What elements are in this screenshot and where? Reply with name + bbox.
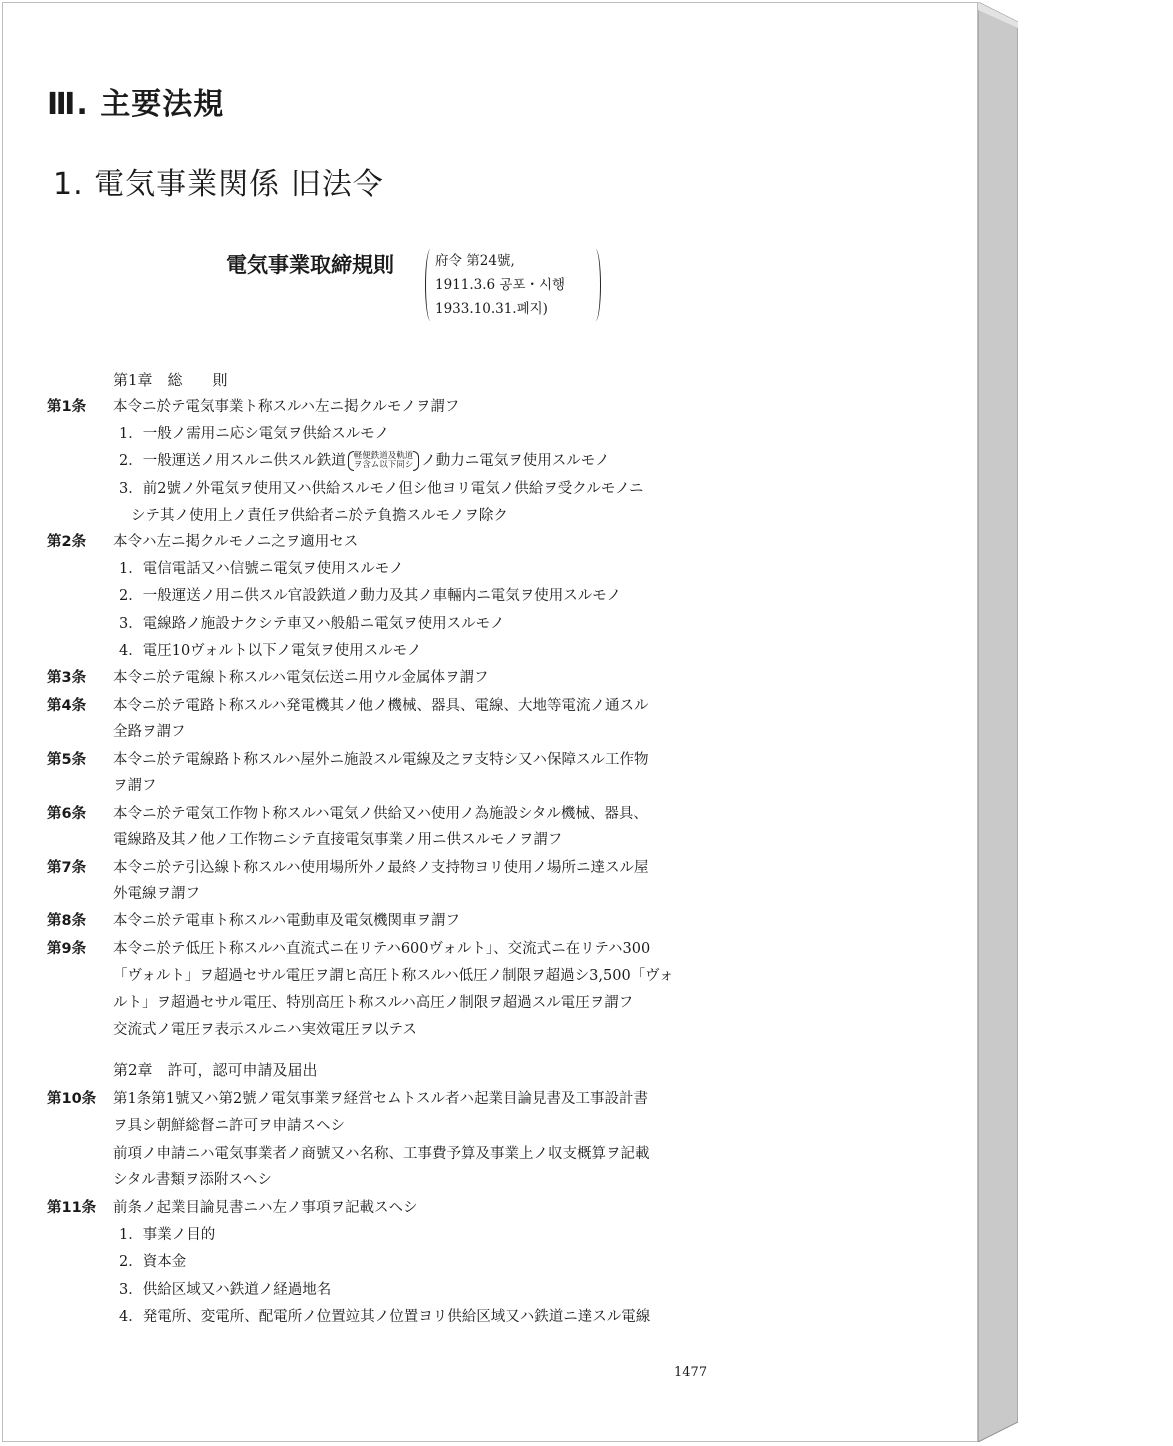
article-text: 前条ノ起業目論見書ニハ左ノ事項ヲ記載スヘシ: [113, 1200, 418, 1216]
article-item: 1．電信電話又ハ信號ニ電気ヲ使用スルモノ: [119, 561, 404, 577]
section-title: Ⅲ. 主要法規: [47, 87, 225, 122]
chapter-heading: 第1章 総 則: [113, 371, 228, 389]
law-meta-line: 1933.10.31.폐지): [435, 301, 548, 317]
article-label: 第1条: [47, 399, 87, 415]
item-text: 2．一般運送ノ用スルニ供スル鉄道: [119, 453, 346, 469]
article-text: 本令ニ於テ電線路ト称スルハ屋外ニ施設スル電線及之ヲ支特シ又ハ保障スル工作物: [113, 752, 649, 768]
article-label: 第9条: [47, 941, 87, 957]
article-text: ヲ謂フ: [113, 778, 157, 794]
article-text: 本令ニ於テ電気事業ト称スルハ左ニ掲クルモノヲ謂フ: [113, 399, 460, 415]
article-item: 1．事業ノ目的: [119, 1227, 216, 1243]
article-item: 4．発電所、変電所、配電所ノ位置竝其ノ位置ヨリ供給区域又ハ鉄道ニ達スル電線: [119, 1309, 651, 1325]
document-page: [2, 2, 978, 1442]
article-text: 外電線ヲ謂フ: [113, 886, 200, 902]
article-text: 本令ニ於テ電線ト称スルハ電気伝送ニ用ウル金属体ヲ謂フ: [113, 670, 489, 686]
article-item: 3．供給区域又ハ鉄道ノ経過地名: [119, 1282, 332, 1298]
law-meta: [425, 249, 601, 321]
page-number: 1477: [674, 1365, 708, 1380]
article-text: 「ヴォルト」ヲ超過セサル電圧ヲ謂ヒ高圧ト称スルハ低圧ノ制限ヲ超過シ3,500「ヴォ: [113, 968, 674, 984]
article-text: 本令ニ於テ電路ト称スルハ発電機其ノ他ノ機械、器具、電線、大地等電流ノ通スル: [113, 698, 649, 714]
article-label: 第11条: [47, 1200, 97, 1216]
article-label: 第4条: [47, 698, 87, 714]
article-item: [119, 451, 610, 471]
article-text: 本令ニ於テ低圧ト称スルハ直流式ニ在リテハ600ヴォルト」、交流式ニ在リテハ300: [113, 941, 651, 957]
law-meta-line: 府令 第24號,: [435, 253, 515, 269]
article-text: 本令ニ於テ電車ト称スルハ電動車及電気機関車ヲ謂フ: [113, 913, 460, 929]
article-text: 本令ニ於テ引込線ト称スルハ使用場所外ノ最終ノ支持物ヨリ使用ノ場所ニ達スル屋: [113, 860, 649, 876]
article-text: シタル書類ヲ添附スヘシ: [113, 1172, 272, 1188]
article-item: 3．電線路ノ施設ナクシテ車又ハ般船ニ電気ヲ使用スルモノ: [119, 616, 505, 632]
article-label: 第7条: [47, 860, 87, 876]
article-item: 3．前2號ノ外電気ヲ使用又ハ供給スルモノ但シ他ヨリ電気ノ供給ヲ受クルモノニ: [119, 481, 644, 497]
article-label: 第8条: [47, 913, 87, 929]
chapter-heading: 第2章 許可，認可申請及届出: [113, 1061, 318, 1079]
inline-note: 軽便鉄道及軌道 ヲ含ム以下同シ: [348, 452, 420, 470]
item-text: ノ動力ニ電気ヲ使用スルモノ: [421, 453, 610, 469]
article-label: 第10条: [47, 1091, 97, 1107]
article-item: 2．一般運送ノ用ニ供スル官設鉄道ノ動力及其ノ車輛内ニ電気ヲ使用スルモノ: [119, 588, 622, 604]
law-meta-line: 1911.3.6 공포・시행: [435, 277, 566, 293]
article-text: 本令ニ於テ電気工作物ト称スルハ電気ノ供給又ハ使用ノ為施設シタル機械、器具、: [113, 806, 648, 822]
article-text: 第1条第1號又ハ第2號ノ電気事業ヲ経営セムトスル者ハ起業目論見書及工事設計書: [113, 1091, 649, 1107]
article-text: 本令ハ左ニ掲クルモノニ之ヲ適用セス: [113, 534, 359, 550]
subsection-title: 1. 電気事業関係 旧法令: [53, 167, 384, 202]
article-label: 第5条: [47, 752, 87, 768]
article-label: 第3条: [47, 670, 87, 686]
right-paren: [590, 249, 601, 321]
article-item: 2．資本金: [119, 1254, 187, 1270]
law-title: 電気事業取締規則: [226, 252, 394, 277]
article-text: 交流式ノ電圧ヲ表示スルニハ実效電圧ヲ以テス: [113, 1022, 417, 1038]
article-text: 全路ヲ謂フ: [113, 724, 186, 740]
article-item: 4．電圧10ヴォルト以下ノ電気ヲ使用スルモノ: [119, 643, 422, 659]
article-label: 第2条: [47, 534, 87, 550]
article-item-cont: シテ其ノ使用上ノ責任ヲ供給者ニ於テ負擔スルモノヲ除ク: [131, 508, 508, 524]
article-text: 電線路及其ノ他ノ工作物ニシテ直接電気事業ノ用ニ供スルモノヲ謂フ: [113, 832, 563, 848]
article-text: ヲ具シ朝鮮総督ニ許可ヲ申請スヘシ: [113, 1118, 345, 1134]
book-spine: [978, 2, 1018, 1442]
article-item: 1．一般ノ需用ニ応シ電気ヲ供給スルモノ: [119, 426, 390, 442]
article-text: 前項ノ申請ニハ電気事業者ノ商號又ハ名称、工事費予算及事業上ノ収支概算ヲ記載: [113, 1146, 650, 1162]
article-label: 第6条: [47, 806, 87, 822]
article-text: ルト」ヲ超過セサル電圧、特別高圧ト称スルハ高圧ノ制限ヲ超過スル電圧ヲ謂フ: [113, 995, 634, 1011]
